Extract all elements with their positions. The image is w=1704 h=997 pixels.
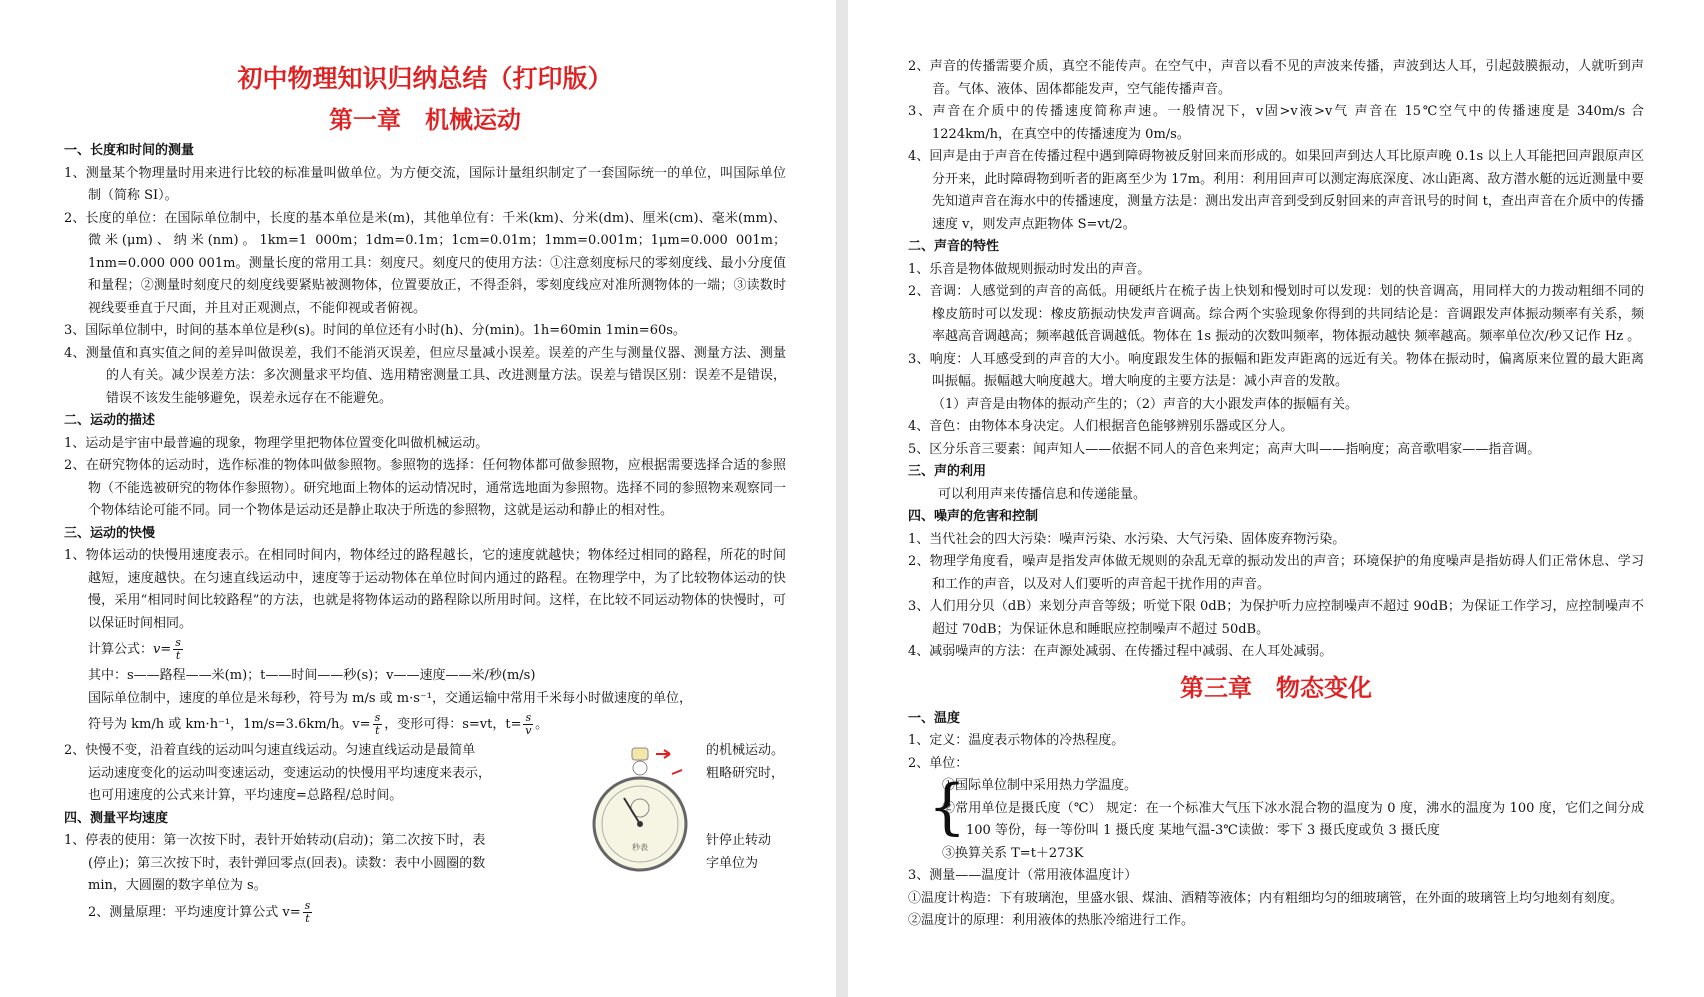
paragraph: （1）声音是由物体的振动产生的；（2）声音的大小跟发声体的振幅有关。 [932, 396, 1359, 412]
paragraph: 的机械运动。 [706, 743, 785, 758]
list-item: ②常用单位是摄氏度（℃） 规定：在一个标准大气压下冰水混合物的温度为 0 度，沸水的温度为 100 度，它们之间分成 100 等份，每一等份叫 1 摄氏度 某地气温-3℃读做：零下 3 摄氏度或负 3 摄氏度 [942, 800, 1644, 838]
section-heading: 四、测量平均速度 [64, 810, 169, 826]
paragraph: 2、在研究物体的运动时，选作标准的物体叫做参照物。参照物的选择：任何物体都可做参照物，应根据需要选择合适的参照物（不能选被研究的物体作参照物）。研究地面上物体的运动情况时，通常选地面为参照物。选择不同的参照物来观察同一个物体结论可能不同。同一个物体是运动还是静止取决于所选的参照物，这就是运动和静止的相对性。 [64, 458, 786, 518]
paragraph: 4、回声是由于声音在传播过程中遇到障碍物被反射回来而形成的。如果回声到达人耳比原声晚 0.1s 以上人耳能把回声跟原声区分开来，此时障碍物到听者的距离至少为 17m。利用：利用回声可以测定海底深度、冰山距离、敌方潜水艇的远近测量中要先知道声音在海水中的传播速度，测量方法是：测出发出声音到受到反射回来的声音讯号的时间 t，查出声音在介质中的传播速度 v，则发声点距物体 S=vt/2。 [908, 149, 1644, 232]
document-page-left [0, 0, 836, 997]
paragraph: 2、快慢不变，沿着直线的运动叫匀速直线运动。匀速直线运动是最简单 [64, 743, 476, 758]
paragraph: 5、区分乐音三要素：闻声知人——依据不同人的音色来判定；高声大叫——指响度；高音歌唱家——指音调。 [908, 441, 1541, 457]
section-heading: 二、运动的描述 [64, 413, 156, 428]
formula-legend: 其中：s——路程——米(m)；t——时间——秒(s)；v——速度——米/秒(m/s) [88, 668, 536, 683]
paragraph: 4、减弱噪声的方法：在声源处减弱、在传播过程中减弱、在人耳处减弱。 [908, 644, 1333, 659]
stopwatch-caption: 秒表 [632, 843, 648, 852]
stopwatch-block [64, 740, 786, 898]
stopwatch-image [576, 740, 706, 898]
section-heading: 一、温度 [908, 710, 961, 726]
chapter-3-title: 第三章 物态变化 [1180, 672, 1372, 702]
paragraph: 1、当代社会的四大污染：噪声污染、水污染、大气污染、固体废弃物污染。 [908, 531, 1346, 547]
paragraph: 针停止转动 [706, 833, 772, 848]
brace-symbol: { [928, 772, 967, 842]
formula-text: 符号为 km/h 或 km·h⁻¹，1m/s=3.6km/h。v= [88, 717, 371, 732]
section-heading: 二、声音的特性 [908, 239, 1000, 254]
fraction [523, 712, 533, 737]
fraction-numerator: s [525, 711, 532, 724]
paragraph: 1、停表的使用：第一次按下时，表针开始转动(启动)；第二次按下时，表 [64, 833, 486, 848]
list-item: ①国际单位制中采用热力学温度。 [942, 778, 1138, 793]
chapter-1-title: 第一章 机械运动 [329, 105, 521, 134]
paragraph: 3、声音在介质中的传播速度简称声速。一般情况下，v固>v液>v气 声音在 15℃空气中的传播速度是 340m/s 合 1224km/h，在真空中的传播速度为 0m/s。 [908, 104, 1644, 142]
fraction [303, 900, 313, 925]
formula-text: ，变形可得：s=vt，t= [384, 717, 522, 732]
paragraph: 1、运动是宇宙中最普遍的现象，物理学里把物体位置变化叫做机械运动。 [64, 435, 489, 451]
text-column [64, 740, 576, 898]
text-column-right [706, 740, 786, 898]
paragraph: 1、物体运动的快慢用速度表示。在相同时间内，物体经过的路程越长，它的速度就越快；物体经过相同的路程，所花的时间越短，速度越快。在匀速直线运动中，速度等于运动物体在单位时间内通过的路程。在物理学中，为了比较物体运动的快慢，采用“相同时间比较路程”的方法，也就是将物体运动的路程除以所用时间。这样，在比较不同运动物体的快慢时，可以保证时间相同。 [64, 548, 786, 631]
fraction-numerator: s [175, 636, 181, 649]
paragraph: 2、长度的单位：在国际单位制中，长度的基本单位是米(m)，其他单位有：千米(km)、分米(dm)、厘米(cm)、毫米(mm)、微米(μm)、纳米(nm)。1km=1 000m；1dm=0.1m；1cm=0.01m；1mm=0.001m；1μm=0.000 001m；1nm=0.000 000 001m。测量长度的常用工具：刻度尺。刻度尺的使用方法：①注意刻度标尺的零刻度线、最小分度值和量程；②测量时刻度尺的刻度线要紧贴被测物体，位置要放正，不得歪斜，零刻度线应对准所测物体的一端；③读数时视线要垂直于尺面，并且对正观测点，不能仰视或者俯视。 [64, 210, 786, 316]
stopwatch-icon [586, 746, 696, 876]
paragraph: 国际单位制中，速度的单位是米每秒，符号为 m/s 或 m·s⁻¹，交通运输中常用千米每小时做速度的单位， [88, 690, 692, 706]
paragraph: 2、音调：人感觉到的声音的高低。用硬纸片在梳子齿上快划和慢划时可以发现：划的快音调高，用同样大的力拨动粗细不同的橡皮筋时可以发现：橡皮筋振动快发声音调高。综合两个实验现象你得到的共同结论是：音调跟发声体振动频率有关系，频率越高音调越高；频率越低音调越低。物体在 1s 振动的次数叫频率，物体振动越快 频率越高。频率单位次/秒又记作 Hz 。 [908, 284, 1644, 344]
paragraph: 粗略研究时， [706, 765, 785, 781]
paragraph: 1、乐音是物体做规则振动时发出的声音。 [908, 261, 1151, 277]
paragraph: 字单位为 [706, 855, 759, 871]
list-item: ③换算关系 T=t＋273K [942, 845, 1084, 861]
paragraph: 4、测量值和真实值之间的差异叫做误差，我们不能消灭误差，但应尽量减小误差。误差的产生与测量仪器、测量方法、测量的人有关。减少误差方法：多次测量求平均值、选用精密测量工具、改进测量方法。误差与错误区别：误差不是错误，错误不该发生能够避免，误差永远存在不能避免。 [64, 345, 786, 406]
unit-list [908, 772, 1644, 865]
speed-formula [64, 635, 786, 665]
paragraph: ①温度计构造：下有玻璃泡，里盛水银、煤油、酒精等液体；内有粗细均匀的细玻璃管，在外面的玻璃管上均匀地刻有刻度。 [908, 890, 1624, 906]
document-title: 初中物理知识归纳总结（打印版） [237, 64, 613, 93]
fraction-denominator: t [305, 911, 310, 925]
paragraph: min，大圆圈的数字单位为 s。 [88, 878, 267, 893]
formula-lhs: v= [153, 642, 172, 657]
section-heading: 三、声的利用 [908, 464, 987, 479]
paragraph: (停止)；第三次按下时，表针弹回零点(回表)。读数：表中小圆圈的数 [88, 855, 486, 871]
section-heading: 一、长度和时间的测量 [64, 143, 195, 158]
paragraph: 也可用速度的公式来计算，平均速度=总路程/总时间。 [88, 788, 403, 803]
section-heading: 四、噪声的危害和控制 [908, 509, 1039, 524]
paragraph: 2、单位： [908, 755, 969, 771]
fraction-denominator: t [375, 724, 380, 737]
fraction-denominator: t [175, 649, 181, 662]
paragraph: 3、人们用分贝（dB）来划分声音等级；听觉下限 0dB；为保护听力应控制噪声不超过 90dB；为保证工作学习，应控制噪声不超过 70dB；为保证休息和睡眠应控制噪声不超过 50dB。 [908, 599, 1644, 637]
average-speed-formula [64, 898, 786, 928]
fraction-numerator: s [374, 711, 381, 724]
spacer [706, 785, 786, 808]
spacer [706, 808, 786, 831]
paragraph: 2、物理学角度看，噪声是指发声体做无规则的杂乱无章的振动发出的声音；环境保护的角度噪声是指妨碍人们正常休息、学习和工作的声音，以及对人们要听的声音起干扰作用的声音。 [908, 554, 1644, 592]
paragraph: 3、国际单位制中，时间的基本单位是秒(s)。时间的单位还有小时(h)、分(min)。1h=60min 1min=60s。 [64, 323, 686, 338]
fraction [373, 712, 383, 737]
paragraph: 运动速度变化的运动叫变速运动，变速运动的快慢用平均速度来表示， [88, 765, 492, 781]
paragraph: 1、定义：温度表示物体的冷热程度。 [908, 733, 1125, 748]
section-heading: 三、运动的快慢 [64, 525, 156, 541]
document-page-right [848, 0, 1704, 997]
paragraph: 可以利用声来传播信息和传递能量。 [938, 486, 1147, 502]
fraction-numerator: s [304, 898, 311, 912]
paragraph: 1、测量某个物理量时用来进行比较的标准量叫做单位。为方便交流，国际计量组织制定了一套国际统一的单位，叫国际单位制（简称 SI）。 [64, 165, 786, 203]
paragraph: 2、声音的传播需要介质，真空不能传声。在空气中，声音以看不见的声波来传播，声波到达人耳，引起鼓膜振动，人就听到声音。气体、液体、固体都能发声，空气能传播声音。 [908, 59, 1644, 97]
paragraph: 3、测量——温度计（常用液体温度计） [908, 868, 1138, 883]
unit-formula [64, 710, 786, 740]
paragraph: ②温度计的原理：利用液体的热胀冷缩进行工作。 [908, 913, 1195, 928]
formula-text: 2、测量原理：平均速度计算公式 v= [88, 904, 301, 920]
formula-text: 。 [535, 717, 549, 732]
paragraph: 3、响度：人耳感受到的声音的大小。响度跟发生体的振幅和距发声距离的远近有关。物体在振动时，偏离原来位置的最大距离叫振幅。振幅越大响度越大。增大响度的主要方法是：减小声音的发散。 [908, 351, 1644, 389]
paragraph: 4、音色：由物体本身决定。人们根据音色能够辨别乐器或区分人。 [908, 419, 1294, 434]
formula-label: 计算公式： [88, 642, 154, 657]
fraction-denominator: v [525, 724, 532, 737]
fraction [173, 637, 183, 662]
